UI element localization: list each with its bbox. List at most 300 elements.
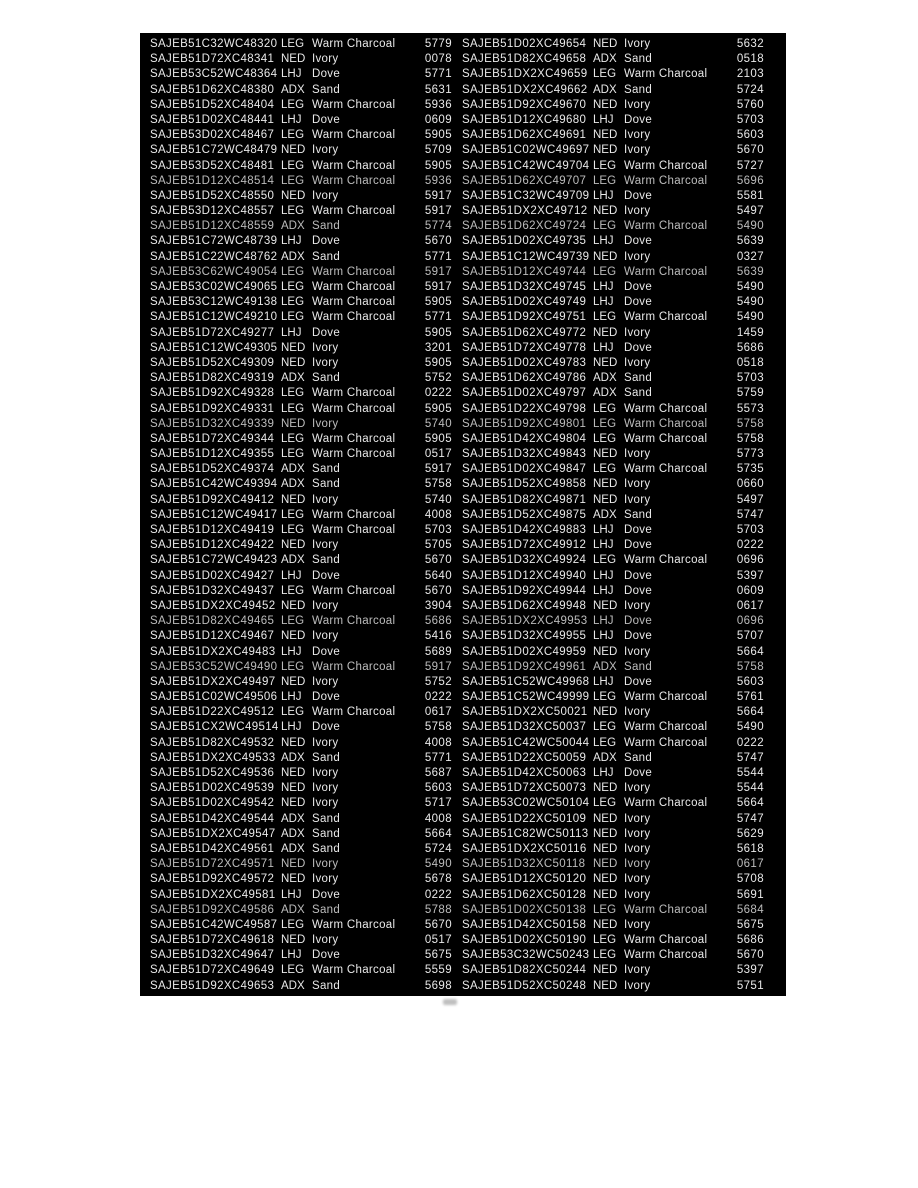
trim-code-text: LEG <box>593 265 617 278</box>
sequence-number-text: 5758 <box>736 432 764 445</box>
table-row <box>462 174 764 189</box>
trim-code-text: NED <box>593 979 618 992</box>
table-row <box>462 827 764 842</box>
trim-color-text: Dove <box>624 584 653 597</box>
sequence-number-text: 0517 <box>424 934 452 947</box>
sequence-number-text: 5497 <box>736 493 764 506</box>
vin-text: SAJEB51D02XC50138 <box>462 903 587 916</box>
page-number-artifact <box>443 999 457 1005</box>
vin-text: SAJEB51D42XC49883 <box>462 524 587 536</box>
vin-text: SAJEB51D22XC49798 <box>462 402 587 415</box>
sequence-number-text: 5670 <box>736 144 764 157</box>
trim-code-text: LEG <box>593 68 617 81</box>
table-row <box>462 979 764 994</box>
vin-text: SAJEB51D92XC49586 <box>150 903 275 916</box>
trim-color-text: Sand <box>312 554 341 567</box>
trim-code-text: NED <box>593 98 618 111</box>
vin-text: SAJEB51D12XC49355 <box>150 448 275 461</box>
trim-color-text: Warm Charcoal <box>624 432 708 445</box>
trim-code-text: NED <box>593 144 618 157</box>
table-row <box>462 751 764 766</box>
table-row <box>150 462 452 477</box>
vin-text: SAJEB51D52XC49309 <box>150 356 275 369</box>
vin-text: SAJEB51D02XC49959 <box>462 645 587 658</box>
sequence-number-text: 5752 <box>424 675 452 688</box>
sequence-number-text: 0222 <box>424 888 452 901</box>
sequence-number-text: 5639 <box>736 265 764 278</box>
trim-color-text: Sand <box>312 220 341 233</box>
table-row <box>150 599 452 614</box>
vin-text: SAJEB51D32XC49745 <box>462 281 587 293</box>
sequence-number-text: 5703 <box>736 113 764 126</box>
trim-color-text: Dove <box>312 326 341 339</box>
trim-code-text: NED <box>593 448 618 461</box>
table-row <box>150 675 452 690</box>
trim-code-text: ADX <box>281 554 305 567</box>
vin-text: SAJEB51D32XC49437 <box>150 584 275 597</box>
table-row <box>150 720 452 735</box>
sequence-number-text: 5905 <box>424 326 452 339</box>
trim-code-text: LHJ <box>281 68 302 81</box>
table-row <box>150 417 452 432</box>
sequence-number-text: 5544 <box>736 767 764 779</box>
trim-code-text: LEG <box>593 797 617 810</box>
trim-code-text: ADX <box>281 751 305 764</box>
vin-text: SAJEB51DX2XC49712 <box>462 205 588 218</box>
trim-code-text: NED <box>593 964 618 977</box>
sequence-number-text: 5603 <box>736 129 764 142</box>
table-row <box>462 888 764 903</box>
trim-color-text: Warm Charcoal <box>312 205 396 218</box>
trim-code-text: NED <box>593 326 618 339</box>
trim-code-text: NED <box>281 493 306 506</box>
trim-color-text: Ivory <box>624 448 651 461</box>
trim-code-text: ADX <box>281 827 305 840</box>
table-row <box>462 417 764 432</box>
trim-color-text: Ivory <box>624 918 651 931</box>
trim-code-text: LHJ <box>593 341 614 354</box>
sequence-number-text: 5761 <box>736 691 764 704</box>
vin-text: SAJEB51D02XC49539 <box>150 782 275 795</box>
sequence-number-text: 5544 <box>736 782 764 795</box>
table-row <box>150 963 452 978</box>
vin-text: SAJEB51D62XC49691 <box>462 129 587 142</box>
vin-text: SAJEB51D22XC50059 <box>462 751 587 764</box>
sequence-number-text: 5751 <box>736 979 764 992</box>
trim-color-text: Sand <box>312 463 341 476</box>
trim-color-text: Warm Charcoal <box>624 265 708 278</box>
trim-color-text: Ivory <box>312 873 339 886</box>
trim-code-text: LEG <box>593 311 617 324</box>
table-row <box>150 128 452 143</box>
trim-code-text: LEG <box>281 174 305 187</box>
table-row <box>150 52 452 67</box>
table-row <box>150 280 452 295</box>
vin-text: SAJEB51DX2XC49953 <box>462 615 588 628</box>
trim-color-text: Dove <box>624 675 653 688</box>
sequence-number-text: 5917 <box>424 463 452 476</box>
trim-code-text: LEG <box>593 174 617 187</box>
sequence-number-text: 5779 <box>424 38 452 50</box>
trim-color-text: Sand <box>312 903 341 916</box>
vin-text: SAJEB51D12XC48559 <box>150 220 275 233</box>
sequence-number-text: 5664 <box>736 706 764 719</box>
trim-code-text: LHJ <box>593 675 614 688</box>
trim-code-text: LEG <box>593 554 617 567</box>
trim-color-text: Ivory <box>312 736 339 749</box>
table-row <box>462 963 764 978</box>
trim-color-text: Dove <box>312 949 341 962</box>
sequence-number-text: 5917 <box>424 281 452 293</box>
sequence-number-text: 5936 <box>424 174 452 187</box>
table-row <box>150 159 452 174</box>
table-row <box>462 204 764 219</box>
sequence-number-text: 5618 <box>736 842 764 855</box>
trim-code-text: NED <box>281 797 306 810</box>
sequence-number-text: 0222 <box>424 387 452 400</box>
trim-code-text: NED <box>281 934 306 947</box>
trim-code-text: LEG <box>281 98 305 111</box>
trim-color-text: Dove <box>312 888 341 901</box>
trim-code-text: NED <box>593 918 618 931</box>
vin-text: SAJEB51D92XC49572 <box>150 873 275 886</box>
trim-code-text: ADX <box>281 250 305 263</box>
trim-code-text: LEG <box>281 964 305 977</box>
trim-code-text: ADX <box>281 812 305 825</box>
trim-code-text: ADX <box>593 53 617 66</box>
table-row <box>462 371 764 386</box>
trim-color-text: Warm Charcoal <box>312 448 396 461</box>
trim-color-text: Warm Charcoal <box>312 584 396 597</box>
vin-text: SAJEB51D62XC50128 <box>462 888 587 901</box>
trim-color-text: Sand <box>624 387 653 400</box>
trim-code-text: ADX <box>593 751 617 764</box>
trim-color-text: Dove <box>624 113 653 126</box>
trim-code-text: ADX <box>593 372 617 385</box>
sequence-number-text: 5771 <box>424 250 452 263</box>
table-row <box>462 310 764 325</box>
vin-text: SAJEB51D32XC49843 <box>462 448 587 461</box>
sequence-number-text: 5686 <box>736 934 764 947</box>
trim-code-text: LEG <box>281 311 305 324</box>
trim-code-text: LHJ <box>593 539 614 552</box>
table-row <box>150 796 452 811</box>
trim-color-text: Ivory <box>312 341 339 354</box>
vin-text: SAJEB51D52XC50248 <box>462 979 587 992</box>
vin-text: SAJEB51D92XC49961 <box>462 660 587 673</box>
trim-color-text: Sand <box>624 53 653 66</box>
vin-text: SAJEB51D02XC49542 <box>150 797 275 810</box>
table-row <box>462 477 764 492</box>
trim-code-text: LEG <box>281 387 305 400</box>
table-row <box>462 143 764 158</box>
trim-color-text: Dove <box>312 691 341 704</box>
vin-text: SAJEB51D72XC49912 <box>462 539 587 552</box>
trim-color-text: Dove <box>312 721 341 734</box>
table-row <box>462 98 764 113</box>
sequence-number-text: 5490 <box>736 281 764 293</box>
trim-color-text: Ivory <box>624 326 651 339</box>
sequence-number-text: 5581 <box>736 189 764 202</box>
trim-code-text: LHJ <box>281 113 302 126</box>
table-row <box>150 781 452 796</box>
vin-text: SAJEB51C02WC49506 <box>150 691 278 704</box>
trim-color-text: Ivory <box>624 129 651 142</box>
trim-color-text: Warm Charcoal <box>312 98 396 111</box>
trim-color-text: Ivory <box>312 356 339 369</box>
table-row <box>462 386 764 401</box>
sequence-number-text: 5917 <box>424 660 452 673</box>
table-row <box>462 295 764 310</box>
sequence-number-text: 2103 <box>736 68 764 81</box>
vin-text: SAJEB51D52XC49875 <box>462 508 587 521</box>
trim-code-text: NED <box>281 599 306 612</box>
sequence-number-text: 5603 <box>736 675 764 688</box>
vin-text: SAJEB53C62WC49054 <box>150 265 278 278</box>
trim-color-text: Ivory <box>624 356 651 369</box>
vin-text: SAJEB51D62XC49772 <box>462 326 587 339</box>
trim-code-text: LEG <box>593 949 617 962</box>
vin-text: SAJEB51D92XC49944 <box>462 584 587 597</box>
vin-text: SAJEB51C42WC49394 <box>150 478 278 491</box>
vin-text: SAJEB51D02XC49783 <box>462 356 587 369</box>
vin-text: SAJEB51C72WC49423 <box>150 554 278 567</box>
trim-code-text: LEG <box>281 584 305 597</box>
sequence-number-text: 5670 <box>424 235 452 248</box>
table-row <box>462 523 764 538</box>
table-row <box>150 614 452 629</box>
table-row <box>150 766 452 781</box>
table-row <box>150 386 452 401</box>
trim-color-text: Warm Charcoal <box>312 660 396 673</box>
trim-code-text: ADX <box>281 372 305 385</box>
trim-color-text: Ivory <box>312 144 339 157</box>
trim-code-text: LHJ <box>593 584 614 597</box>
vin-text: SAJEB51D82XC49658 <box>462 53 587 66</box>
table-row <box>150 569 452 584</box>
table-row <box>150 690 452 705</box>
table-row <box>150 645 452 660</box>
trim-color-text: Ivory <box>624 782 651 795</box>
trim-color-text: Dove <box>624 235 653 248</box>
sequence-number-text: 5678 <box>424 873 452 886</box>
sequence-number-text: 5758 <box>424 478 452 491</box>
vin-text: SAJEB51D92XC49412 <box>150 493 275 506</box>
trim-code-text: NED <box>593 599 618 612</box>
trim-color-text: Warm Charcoal <box>312 296 396 309</box>
vin-text: SAJEB51D52XC48550 <box>150 189 275 202</box>
trim-code-text: LEG <box>281 296 305 309</box>
sequence-number-text: 0609 <box>424 113 452 126</box>
trim-color-text: Warm Charcoal <box>624 903 708 916</box>
trim-color-text: Warm Charcoal <box>312 387 396 400</box>
sequence-number-text: 5664 <box>736 797 764 810</box>
vin-text: SAJEB51C02WC49697 <box>462 144 590 157</box>
vin-text: SAJEB51D92XC49653 <box>150 979 275 992</box>
vin-text: SAJEB51D82XC50244 <box>462 964 587 977</box>
table-row <box>150 948 452 963</box>
trim-code-text: NED <box>281 630 306 643</box>
trim-code-text: LHJ <box>281 721 302 734</box>
trim-code-text: LEG <box>281 281 305 293</box>
vin-text: SAJEB51D82XC49871 <box>462 493 587 506</box>
table-row <box>462 796 764 811</box>
trim-code-text: NED <box>281 767 306 779</box>
table-row <box>462 660 764 675</box>
trim-color-text: Ivory <box>312 189 339 202</box>
trim-code-text: NED <box>593 129 618 142</box>
vin-text: SAJEB51D62XC49948 <box>462 599 587 612</box>
trim-color-text: Ivory <box>312 630 339 643</box>
trim-color-text: Warm Charcoal <box>624 934 708 947</box>
table-row <box>150 98 452 113</box>
sequence-number-text: 0696 <box>736 615 764 628</box>
sequence-number-text: 5917 <box>424 265 452 278</box>
trim-code-text: NED <box>593 205 618 218</box>
table-row <box>462 52 764 67</box>
trim-color-text: Warm Charcoal <box>624 554 708 567</box>
trim-color-text: Ivory <box>624 38 651 50</box>
table-row <box>462 128 764 143</box>
table-row <box>150 888 452 903</box>
table-row <box>462 67 764 82</box>
trim-color-text: Warm Charcoal <box>312 918 396 931</box>
vin-text: SAJEB51D52XC49858 <box>462 478 587 491</box>
vin-text: SAJEB51D62XC49786 <box>462 372 587 385</box>
trim-color-text: Warm Charcoal <box>624 402 708 415</box>
trim-color-text: Ivory <box>312 53 339 66</box>
table-row <box>462 508 764 523</box>
sequence-number-text: 5747 <box>736 812 764 825</box>
sequence-number-text: 5490 <box>736 721 764 734</box>
table-row <box>462 538 764 553</box>
trim-color-text: Sand <box>312 478 341 491</box>
sequence-number-text: 5675 <box>736 918 764 931</box>
vin-text: SAJEB51D92XC49751 <box>462 311 587 324</box>
sequence-number-text: 5490 <box>736 296 764 309</box>
trim-color-text: Sand <box>624 83 653 96</box>
table-row <box>150 143 452 158</box>
trim-color-text: Warm Charcoal <box>312 508 396 521</box>
sequence-number-text: 5631 <box>424 83 452 96</box>
vin-text: SAJEB51D32XC49647 <box>150 949 275 962</box>
table-row <box>150 189 452 204</box>
trim-color-text: Ivory <box>312 767 339 779</box>
table-row <box>462 903 764 918</box>
sequence-number-text: 5397 <box>736 569 764 582</box>
table-row <box>150 37 452 52</box>
sequence-number-text: 5709 <box>424 144 452 157</box>
table-row <box>150 523 452 538</box>
trim-code-text: LHJ <box>593 524 614 536</box>
vin-text: SAJEB51D12XC50120 <box>462 873 587 886</box>
trim-color-text: Dove <box>624 524 653 536</box>
vin-text: SAJEB51D12XC49422 <box>150 539 275 552</box>
trim-color-text: Dove <box>624 630 653 643</box>
trim-color-text: Ivory <box>312 782 339 795</box>
trim-code-text: NED <box>281 144 306 157</box>
sequence-number-text: 1459 <box>736 326 764 339</box>
sequence-number-text: 5691 <box>736 888 764 901</box>
table-row <box>150 234 452 249</box>
trim-color-text: Ivory <box>312 539 339 552</box>
vin-text: SAJEB51CX2WC49514 <box>150 721 279 734</box>
trim-color-text: Ivory <box>624 493 651 506</box>
table-row <box>462 341 764 356</box>
trim-color-text: Ivory <box>624 979 651 992</box>
table-row <box>462 872 764 887</box>
table-row <box>462 690 764 705</box>
trim-code-text: NED <box>281 782 306 795</box>
vin-text: SAJEB51C42WC49704 <box>462 159 590 172</box>
table-row <box>462 250 764 265</box>
vin-text: SAJEB51D02XC49735 <box>462 235 587 248</box>
table-row <box>150 903 452 918</box>
table-row <box>150 402 452 417</box>
sequence-number-text: 5724 <box>736 83 764 96</box>
vin-text: SAJEB51D92XC49801 <box>462 417 587 430</box>
trim-code-text: ADX <box>281 463 305 476</box>
trim-code-text: NED <box>281 675 306 688</box>
sequence-number-text: 3201 <box>424 341 452 354</box>
table-row <box>462 948 764 963</box>
trim-color-text: Warm Charcoal <box>624 736 708 749</box>
trim-code-text: LEG <box>281 38 305 50</box>
vin-text: SAJEB51D82XC49465 <box>150 615 275 628</box>
table-row <box>462 326 764 341</box>
vin-text: SAJEB51D12XC49419 <box>150 524 275 536</box>
table-row <box>462 918 764 933</box>
sequence-number-text: 5573 <box>736 402 764 415</box>
vin-text: SAJEB51D92XC49328 <box>150 387 275 400</box>
trim-code-text: LHJ <box>593 281 614 293</box>
vin-text: SAJEB51DX2XC49581 <box>150 888 276 901</box>
trim-color-text: Warm Charcoal <box>624 174 708 187</box>
vin-text: SAJEB51D42XC50063 <box>462 767 587 779</box>
sequence-number-text: 5747 <box>736 508 764 521</box>
table-row <box>462 432 764 447</box>
sequence-number-text: 5686 <box>736 341 764 354</box>
trim-code-text: LHJ <box>281 235 302 248</box>
trim-code-text: LEG <box>281 706 305 719</box>
sequence-number-text: 5740 <box>424 493 452 506</box>
sequence-number-text: 5490 <box>424 858 452 871</box>
sequence-number-text: 0222 <box>736 539 764 552</box>
table-row <box>150 979 452 994</box>
sequence-number-text: 5397 <box>736 964 764 977</box>
table-row <box>150 872 452 887</box>
vin-text: SAJEB51C42WC49587 <box>150 918 278 931</box>
table-row <box>150 538 452 553</box>
trim-code-text: LHJ <box>593 113 614 126</box>
sequence-number-text: 5758 <box>424 721 452 734</box>
sequence-number-text: 5917 <box>424 189 452 202</box>
sequence-number-text: 0518 <box>736 356 764 369</box>
trim-code-text: LHJ <box>281 569 302 582</box>
table-row <box>150 204 452 219</box>
table-row <box>462 781 764 796</box>
table-row <box>150 827 452 842</box>
vin-text: SAJEB51D72XC49571 <box>150 858 275 871</box>
table-row <box>462 766 764 781</box>
sequence-number-text: 5724 <box>424 842 452 855</box>
trim-code-text: LEG <box>281 660 305 673</box>
trim-code-text: NED <box>593 356 618 369</box>
trim-color-text: Ivory <box>624 645 651 658</box>
vin-text: SAJEB51D32XC50037 <box>462 721 587 734</box>
trim-color-text: Warm Charcoal <box>624 220 708 233</box>
table-row <box>462 37 764 52</box>
